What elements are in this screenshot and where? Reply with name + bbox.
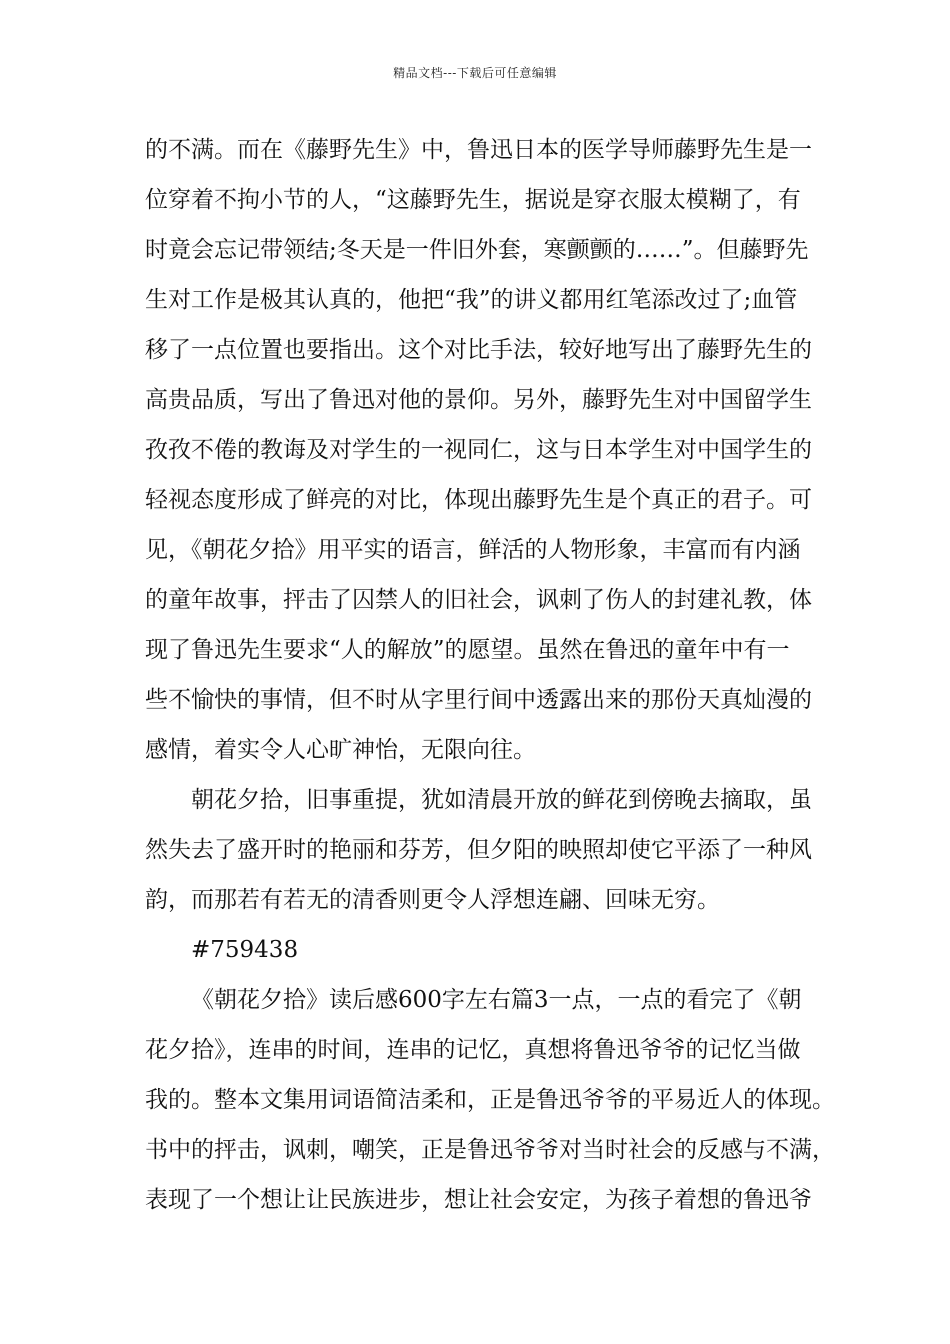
body-line: 些不愉快的事情，但不时从字里行间中透露出来的那份天真灿漫的 — [145, 687, 812, 713]
body-line: 时竟会忘记带领结;冬天是一件旧外套，寒颤颤的……”。但藤野先 — [145, 237, 809, 263]
body-line: 高贵品质，写出了鲁迅对他的景仰。另外，藤野先生对中国留学生 — [145, 387, 812, 413]
body-line: 生对工作是极其认真的，他把“我”的讲义都用红笔添改过了;血管 — [145, 287, 798, 313]
body-line: 朝花夕拾，旧事重提，犹如清晨开放的鲜花到傍晚去摘取，虽 — [191, 787, 812, 813]
body-line: 花夕拾》，连串的时间，连串的记忆，真想将鲁迅爷爷的记忆当做 — [145, 1037, 801, 1063]
body-line: 见，《朝花夕拾》用平实的语言，鲜活的人物形象，丰富而有内涵 — [145, 537, 801, 563]
body-line: 的童年故事，抨击了囚禁人的旧社会，讽刺了伤人的封建礼教，体 — [145, 587, 812, 613]
article-id: #759438 — [191, 937, 299, 963]
body-line: 位穿着不拘小节的人，“这藤野先生，据说是穿衣服太模糊了，有 — [145, 187, 801, 213]
body-line: 表现了一个想让让民族进步，想让社会安定，为孩子着想的鲁迅爷 — [145, 1187, 812, 1213]
body-line: 的不满。而在《藤野先生》中，鲁迅日本的医学导师藤野先生是一 — [145, 137, 812, 163]
body-line: 书中的抨击，讽刺，嘲笑，正是鲁迅爷爷对当时社会的反感与不满， — [145, 1137, 835, 1163]
page-header: 精品文档---下载后可任意编辑 — [393, 66, 557, 80]
body-line: 我的。整本文集用词语简洁柔和，正是鲁迅爷爷的平易近人的体现。 — [145, 1087, 835, 1113]
body-line: 韵，而那若有若无的清香则更令人浮想连翩、回味无穷。 — [145, 887, 720, 913]
body-line: 《朝花夕拾》读后感600字左右篇3一点，一点的看完了《朝 — [191, 987, 802, 1013]
body-line: 移了一点位置也要指出。这个对比手法，较好地写出了藤野先生的 — [145, 337, 812, 363]
body-line: 然失去了盛开时的艳丽和芬芳，但夕阳的映照却使它平添了一种风 — [145, 837, 812, 863]
body-line: 感情，着实令人心旷神怡，无限向往。 — [145, 737, 536, 763]
body-line: 轻视态度形成了鲜亮的对比，体现出藤野先生是个真正的君子。可 — [145, 487, 812, 513]
body-line: 现了鲁迅先生要求“人的解放”的愿望。虽然在鲁迅的童年中有一 — [145, 637, 790, 663]
body-line: 孜孜不倦的教诲及对学生的一视同仁，这与日本学生对中国学生的 — [145, 437, 812, 463]
